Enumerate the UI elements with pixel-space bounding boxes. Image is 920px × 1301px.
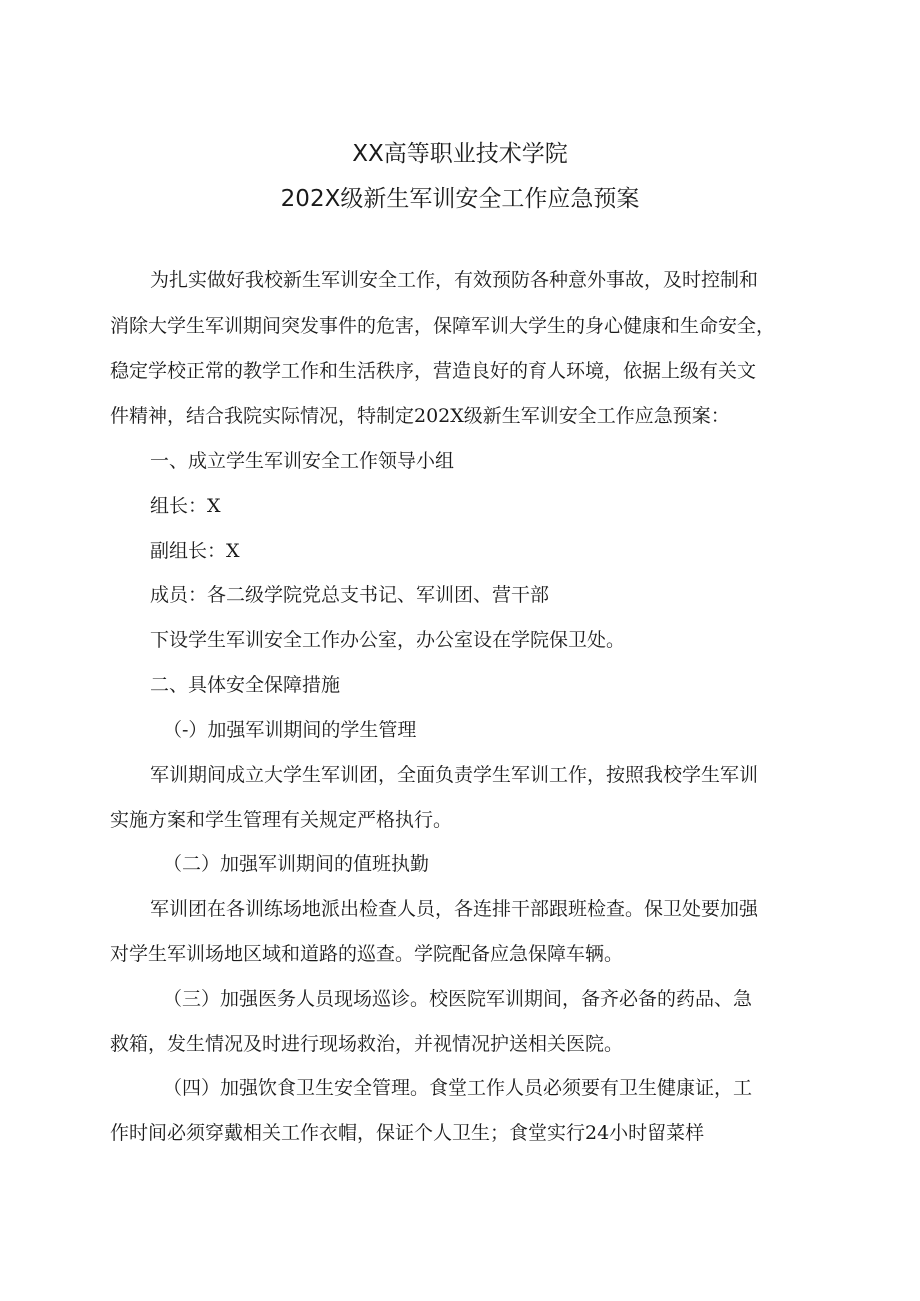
paragraph-line: 件精神，结合我院实际情况，特制定202X级新生军训安全工作应急预案： (110, 405, 730, 427)
document-title-plan: 202X级新生军训安全工作应急预案 (280, 186, 640, 212)
paragraph-line: 军训团在各训练场地派出检查人员，各连排干部跟班检查。保卫处要加强 (150, 898, 759, 920)
paragraph-line: 救箱，发生情况及时进行现场救治，并视情况护送相关医院。 (110, 1033, 624, 1055)
paragraph-line: 军训期间成立大学生军训团，全面负责学生军训工作，按照我校学生军训 (150, 764, 759, 786)
subsection-heading: （-）加强军训期间的学生管理 (163, 719, 417, 741)
deputy-leader-line: 副组长：X (150, 540, 240, 562)
paragraph-line: 稳定学校正常的教学工作和生活秩序，营造良好的育人环境，依据上级有关文 (110, 360, 757, 382)
paragraph-line: （三）加强医务人员现场巡诊。校医院军训期间，备齐必备的药品、急 (163, 988, 753, 1010)
subsection-heading: （二）加强军训期间的值班执勤 (163, 853, 430, 875)
paragraph-line: 实施方案和学生管理有关规定严格执行。 (110, 809, 453, 831)
section-heading: 一、成立学生军训安全工作领导小组 (150, 450, 455, 472)
paragraph-line: 消除大学生军训期间突发事件的危害，保障军训大学生的身心健康和生命安全， (110, 315, 776, 337)
paragraph-line: 对学生军训场地区域和道路的巡查。学院配备应急保障车辆。 (110, 943, 624, 965)
paragraph-line: 作时间必须穿戴相关工作衣帽，保证个人卫生；食堂实行24小时留菜样 (110, 1122, 705, 1144)
paragraph-line: （四）加强饮食卫生安全管理。食堂工作人员必须要有卫生健康证，工 (163, 1077, 753, 1099)
document-title-school: XX高等职业技术学院 (352, 141, 568, 167)
paragraph-line: 为扎实做好我校新生军训安全工作，有效预防各种意外事故，及时控制和 (150, 269, 759, 291)
section-heading: 二、具体安全保障措施 (150, 674, 341, 696)
leader-line: 组长：X (150, 495, 221, 517)
members-line: 成员：各二级学院党总支书记、军训团、营干部 (150, 584, 550, 606)
office-line: 下设学生军训安全工作办公室，办公室设在学院保卫处。 (150, 629, 626, 651)
